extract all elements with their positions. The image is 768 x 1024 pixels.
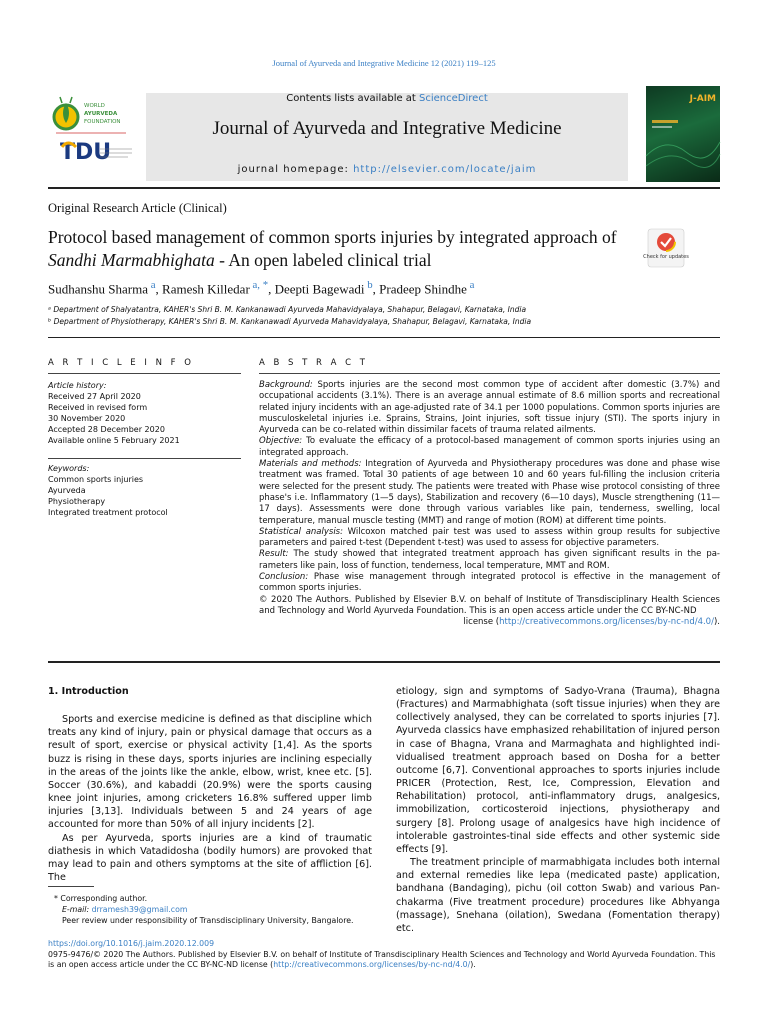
keyword-item: Common sports injuries — [48, 475, 144, 484]
body-column-right — [396, 685, 720, 935]
conclusion-label: Conclusion: — [259, 572, 309, 583]
title-part-1: Protocol based management of common sports injuries by integrated approach of — [48, 227, 617, 247]
keyword-item: Integrated treatment protocol — [48, 508, 168, 517]
peer-review-note: Peer review under responsibility of Transdisciplinary University, Bangalore. — [62, 916, 354, 925]
world-ayurveda-logo-icon — [48, 93, 140, 181]
logo-text-foundation: FOUNDATION — [84, 119, 121, 125]
author-name: Ramesh Killedar — [162, 281, 250, 297]
author-affiliation-mark[interactable]: a — [148, 279, 156, 291]
history-item: Received in revised form — [48, 403, 148, 412]
doi-link[interactable]: https://doi.org/10.1016/j.jaim.2020.12.009 — [48, 939, 215, 948]
history-label: Article history: — [48, 381, 107, 390]
logo-monogram: TDU — [60, 140, 112, 165]
keyword-item: Physiotherapy — [48, 497, 106, 506]
abstract-license — [259, 617, 720, 628]
body-paragraph: The treatment principle of marmabhigata includes both internal and external remedies like lepa (medicated paste) application, bandhana (Bandaging), pichu (oil cotton Swab) and various Pan-chakarma (Five treatment procedure) procedures like Abhyanga (massage), Snehana (oilation), Swedana (Fomentation therapy) etc. — [396, 857, 720, 934]
footnotes — [48, 893, 372, 926]
body-paragraph: As per Ayurveda, sports injuries are a kind of traumatic diathesis in which Vatadidosha (bodily humors) are provoked that may lead to pain and others symptoms at the site of affliction [6]. The — [48, 832, 372, 884]
contents-available-line — [146, 93, 628, 104]
background-text: Sports injuries are the second most common type of accident after domestic (3.7%) and occupational accidents (3.1%). There is an average annual estimate of 8.6 million sports and recreational related injury incidents with an age-adjusted rate of 34.1 per 1000 populations. Common sports injuries are musculoskeletal injuries i.e. Sprains, Strains, Joint injuries, soft tissue injury (STI). The sports injury in Ayurveda can be co-related within dissimilar facets of trauma related ailments. — [259, 380, 720, 436]
footer-license-suffix: ). — [470, 960, 476, 969]
homepage-prefix: journal homepage: — [237, 164, 354, 175]
email-label: E-mail: — [62, 905, 92, 914]
methods-text: Integration of Ayurveda and Physiotherapy procedures was done and phase wise treatment was framed. Total 30 patients of age between 10 and 60 years ful-filling the inclusion criteria were selected for the present study. The patients were treated with Phase wise protocol consisting of three phase's i.e. Inflammatory (1—5 days), Stabilization and recovery (6—10 days), Muscle strengthening (11—17 days). Assessments were done through various variables like pain, tenderness, swelling, local temperature, manual muscle testing (MMT) and range of motion (ROM) at different time points. — [259, 459, 720, 526]
crossmark-icon — [643, 229, 689, 267]
abstract-copyright: © 2020 The Authors. Published by Elsevier B.V. on behalf of Institute of Transdisciplinary Health Sciences and Technology and World Ayurveda Foundation. This is an open access article under the CC BY-NC-ND — [259, 594, 720, 616]
abstract-body — [259, 380, 720, 629]
journal-homepage-line — [146, 164, 628, 175]
abstract-rule — [259, 373, 720, 374]
conclusion-text: Phase wise management through integrated protocol is effective in the management of common sports injuries. — [259, 572, 720, 594]
article-history — [48, 380, 241, 446]
author-affiliation-mark[interactable]: a — [466, 279, 475, 291]
journal-title: Journal of Ayurveda and Integrative Medicine — [212, 118, 562, 139]
keywords-rule — [48, 458, 241, 459]
email-line — [48, 904, 372, 915]
methods-label: Materials and methods: — [259, 459, 362, 470]
title-part-2: - An open labeled clinical trial — [214, 250, 432, 270]
publisher-logo — [48, 93, 140, 181]
abstract-objective — [259, 436, 720, 459]
corresponding-author-note: * Corresponding author. — [54, 894, 148, 903]
author-name: Pradeep Shindhe — [379, 281, 467, 297]
author-list: Sudhanshu Sharma $^a$, Ramesh Killedar $^{a, *}$, Deepti Bagewadi $^b$, Pradeep Shindhe $^a$ — [48, 279, 475, 297]
license-link[interactable]: http://creativecommons.org/licenses/by-nc-nd/4.0/ — [499, 617, 714, 628]
article-type: Original Research Article (Clinical) — [48, 201, 227, 215]
history-item: Received 27 April 2020 — [48, 392, 141, 401]
check-for-updates-badge[interactable] — [643, 229, 689, 267]
keyword-item: Ayurveda — [48, 486, 86, 495]
history-item: 30 November 2020 — [48, 414, 126, 423]
page-footer — [48, 939, 720, 971]
keywords-label: Keywords: — [48, 464, 90, 473]
article-info-rule — [48, 373, 241, 374]
abstract-heading: A B S T R A C T — [259, 358, 368, 368]
header-divider — [48, 187, 720, 189]
contents-prefix: Contents lists available at — [286, 93, 420, 104]
title-italic: Sandhi Marmabhighata — [48, 250, 215, 270]
stats-text: Wilcoxon matched pair test was used to assess within group results for subjective parameters and paired t-test (Dependent t-test) was used to assess for objective parameters. — [259, 526, 720, 549]
keywords — [48, 463, 241, 518]
result-text: The study showed that integrated treatment approach has given significant results in the pa-rameters like pain, loss of function, tenderness, local temperature, MMT and ROM. — [259, 549, 720, 571]
objective-label: Objective: — [259, 436, 303, 447]
footer-license-link[interactable]: http://creativecommons.org/licenses/by-nc-nd/4.0/ — [273, 960, 471, 969]
objective-text: To evaluate the efficacy of a protocol-based management of common sports injuries using an integrated approach. — [259, 436, 720, 458]
author-affiliation-mark[interactable]: a, * — [249, 279, 269, 291]
email-link[interactable]: drramesh39@gmail.com — [91, 905, 188, 914]
abstract-methods — [259, 459, 720, 527]
cover-title: J-AIM — [689, 94, 716, 104]
abstract-result — [259, 549, 720, 572]
logo-text-world: WORLD — [84, 103, 105, 109]
article-info-heading: A R T I C L E I N F O — [48, 358, 194, 368]
sciencedirect-link[interactable]: ScienceDirect — [419, 93, 488, 104]
affiliation-a: ᵃ Department of Shalyatantra, KAHER's Shri B. M. Kankanawadi Ayurveda Mahavidyalaya, Shahapur, Belagavi, Karnataka, India — [48, 305, 527, 314]
crossmark-label: Check for updates — [643, 254, 689, 260]
logo-text-ayurveda: AYURVEDA — [84, 111, 118, 117]
journal-citation[interactable]: Journal of Ayurveda and Integrative Medicine 12 (2021) 119–125 — [272, 58, 496, 68]
body-paragraph: etiology, sign and symptoms of Sadyo-Vrana (Trauma), Bhagna (Fractures) and Marmabhighata (soft tissue injuries) when they are collectively analysed, they can be correlated to sports injuries [7]. Ayurveda classics have emphasized rehabilitation of injured person in case of Bhagna, Vrana and Marmaghata and highlighted indi-vidualised treatment approach based on Dosha for a better outcome [6,7]. Conventional approaches to sports injuries include PRICER (Protection, Rest, Ice, Compression, Elevation and Rehabilitation) protocol, anti-inflammatory drugs, analgesics, immobilization, corticosteroid injections, physiotherapy and surgery [8]. Prolong usage of analgesics have high incidence of intolerable gastrointes-tinal side effects and other systemic side effects [9]. — [396, 686, 720, 855]
history-item: Available online 5 February 2021 — [48, 436, 180, 445]
background-label: Background: — [259, 380, 313, 390]
section-heading-introduction: 1. Introduction — [48, 686, 129, 697]
body-paragraph: Sports and exercise medicine is defined as that discipline which treats any kind of injury, pain or physical damage that occurs as a result of sport, exercise or physical activity [1,4]. As the sports buzz is rising in these days, sports injuries are inclining especially in the areas of the joints like the ankle, elbow, wrist, knee etc. [5]. Soccer (30.6%), and kabaddi (20.9%) were the sports causing knee joint injuries, among cricketers 16.8% suffered upper limb injuries [3,13]. Individuals between 5 and 24 years of age accounted for more than 50% of all injury incidents [2]. — [48, 714, 372, 831]
abstract-statistics — [259, 527, 720, 550]
license-prefix: license ( — [463, 617, 500, 628]
license-suffix: ). — [713, 617, 720, 628]
result-label: Result: — [259, 549, 289, 560]
affiliation-divider — [48, 337, 720, 338]
body-column-left — [48, 685, 372, 884]
homepage-link[interactable]: http://elsevier.com/locate/jaim — [353, 164, 537, 175]
issn-text: 0975-9476/© 2020 The Authors. Published by Elsevier B.V. on behalf of Institute of Transdisciplinary Health Sciences and Technology and World Ayurveda Foundation. This is an open access article under the CC BY-NC-ND license ( — [48, 949, 716, 969]
issn-line — [48, 950, 720, 971]
history-item: Accepted 28 December 2020 — [48, 425, 165, 434]
affiliation-b: ᵇ Department of Physiotherapy, KAHER's Shri B. M. Kankanawadi Ayurveda Mahavidyalaya, Shahapur, Belagavi, Karnataka, India — [48, 317, 532, 326]
author-affiliation-mark[interactable]: b — [364, 279, 373, 291]
abstract-background — [259, 380, 720, 436]
author-name: Sudhanshu Sharma — [48, 281, 149, 297]
author-name: Deepti Bagewadi — [274, 281, 365, 297]
stats-label: Statistical analysis: — [259, 526, 343, 537]
footnote-rule — [48, 886, 94, 887]
abstract-conclusion — [259, 572, 720, 595]
abstract-divider — [48, 661, 720, 663]
paper-title — [48, 226, 638, 272]
